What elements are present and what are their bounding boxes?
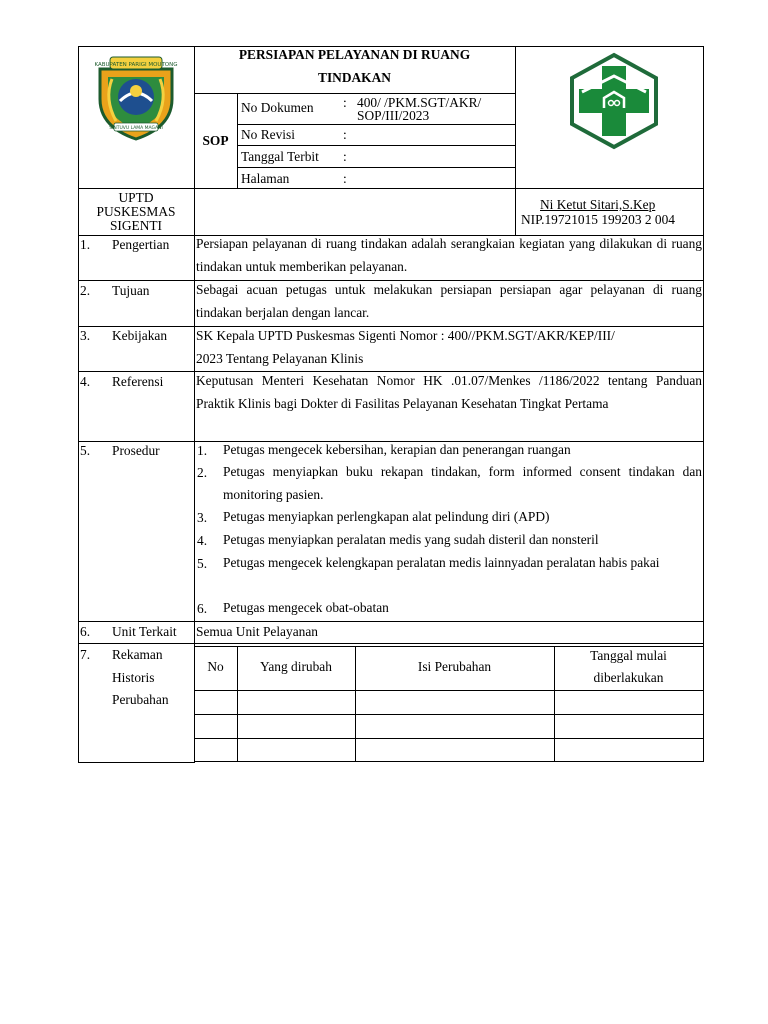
signer-name: Ni Ketut Sitari,S.Kep — [540, 197, 656, 212]
step-text: Petugas mengecek kelengkapan peralatan medis lainnyadan peralatan habis pakai — [223, 555, 660, 570]
puskesmas-logo — [568, 52, 660, 150]
section-num: 2. — [80, 283, 91, 298]
field-sep: : — [343, 171, 347, 186]
history-header-yang-dirubah: Yang dirubah — [260, 659, 332, 674]
section-text-tujuan: Sebagai acuan petugas untuk melakukan persiapan persiapan agar pelayanan di ruang tindakan berjalan dengan lancar. — [196, 282, 702, 320]
section-text-unit-terkait: Semua Unit Pelayanan — [196, 624, 318, 639]
doc-title-line2: TINDAKAN — [318, 70, 391, 85]
field-label-tanggal-terbit: Tanggal Terbit — [241, 149, 319, 164]
section-label-historis: Historis — [112, 670, 155, 685]
step-num: 3. — [197, 510, 208, 525]
logo-text-top: KABUPATEN PARIGI MOUTONG — [94, 62, 178, 68]
section-label-perubahan: Perubahan — [112, 692, 169, 707]
field-label-no-revisi: No Revisi — [241, 127, 295, 142]
field-label-no-dokumen: No Dokumen — [241, 100, 314, 115]
section-label-kebijakan: Kebijakan — [112, 328, 168, 343]
section-label-pengertian: Pengertian — [112, 237, 170, 252]
section-text-pengertian: Persiapan pelayanan di ruang tindakan adalah serangkaian kegiatan yang dilakukan di ruang tindakan untuk memberikan pelayanan. — [196, 236, 702, 274]
field-sep: : — [343, 149, 347, 164]
step-num: 5. — [197, 556, 208, 571]
section-label-referensi: Referensi — [112, 374, 164, 389]
unit-line3: SIGENTI — [109, 218, 163, 233]
section-text-kebijakan-2: 2023 Tentang Pelayanan Klinis — [196, 351, 364, 366]
section-num: 4. — [80, 374, 91, 389]
step-num: 2. — [197, 465, 208, 480]
step-text: Petugas menyiapkan perlengkapan alat pelindung diri (APD) — [223, 509, 550, 524]
history-header-no: No — [207, 659, 224, 674]
section-label-unit-terkait: Unit Terkait — [112, 624, 177, 639]
step-num: 6. — [197, 601, 208, 616]
section-num: 6. — [80, 624, 91, 639]
step-text: Petugas menyiapkan peralatan medis yang sudah disteril dan nonsteril — [223, 532, 599, 547]
section-num: 3. — [80, 328, 91, 343]
step-text: Petugas mengecek obat-obatan — [223, 600, 389, 615]
step-num: 4. — [197, 533, 208, 548]
field-label-halaman: Halaman — [241, 171, 290, 186]
section-label-tujuan: Tujuan — [112, 283, 150, 298]
step-text: Petugas menyiapkan buku rekapan tindakan, form informed consent tindakan dan monitoring pasien. — [223, 464, 702, 502]
unit-line2: PUSKESMAS — [96, 204, 176, 219]
unit-line1: UPTD — [118, 190, 154, 205]
section-num: 5. — [80, 443, 91, 458]
regency-logo — [90, 49, 182, 141]
field-value-no-dokumen-1: 400/ /PKM.SGT/AKR/ — [357, 95, 482, 110]
step-text: Petugas mengecek kebersihan, kerapian dan penerangan ruangan — [223, 442, 571, 457]
section-num: 1. — [80, 237, 91, 252]
field-value-no-dokumen-2: SOP/III/2023 — [357, 108, 430, 123]
section-label-rekaman: Rekaman — [112, 647, 163, 662]
sop-label: SOP — [202, 133, 229, 148]
history-header-tanggal-1: Tanggal mulai — [590, 648, 667, 663]
section-label-prosedur: Prosedur — [112, 443, 160, 458]
section-num: 7. — [80, 647, 91, 662]
history-header-isi-perubahan: Isi Perubahan — [417, 659, 492, 674]
step-num: 1. — [197, 443, 208, 458]
history-header-tanggal-2: diberlakukan — [593, 670, 664, 685]
field-sep: : — [343, 95, 347, 110]
section-text-referensi: Keputusan Menteri Kesehatan Nomor HK .01.07/Menkes /1186/2022 tentang Panduan Praktik Klinis bagi Dokter di Fasilitas Pelayanan Kesehatan Tingkat Pertama — [196, 373, 702, 411]
signer-nip: NIP.19721015 199203 2 004 — [521, 212, 675, 227]
logo-text-bottom: SINTUVU LAMA MAGANI — [109, 126, 163, 131]
section-text-kebijakan-1: SK Kepala UPTD Puskesmas Sigenti Nomor : 400//PKM.SGT/AKR/KEP/III/ — [196, 328, 615, 343]
doc-title-line1: PERSIAPAN PELAYANAN DI RUANG — [238, 47, 471, 62]
field-sep: : — [343, 127, 347, 142]
